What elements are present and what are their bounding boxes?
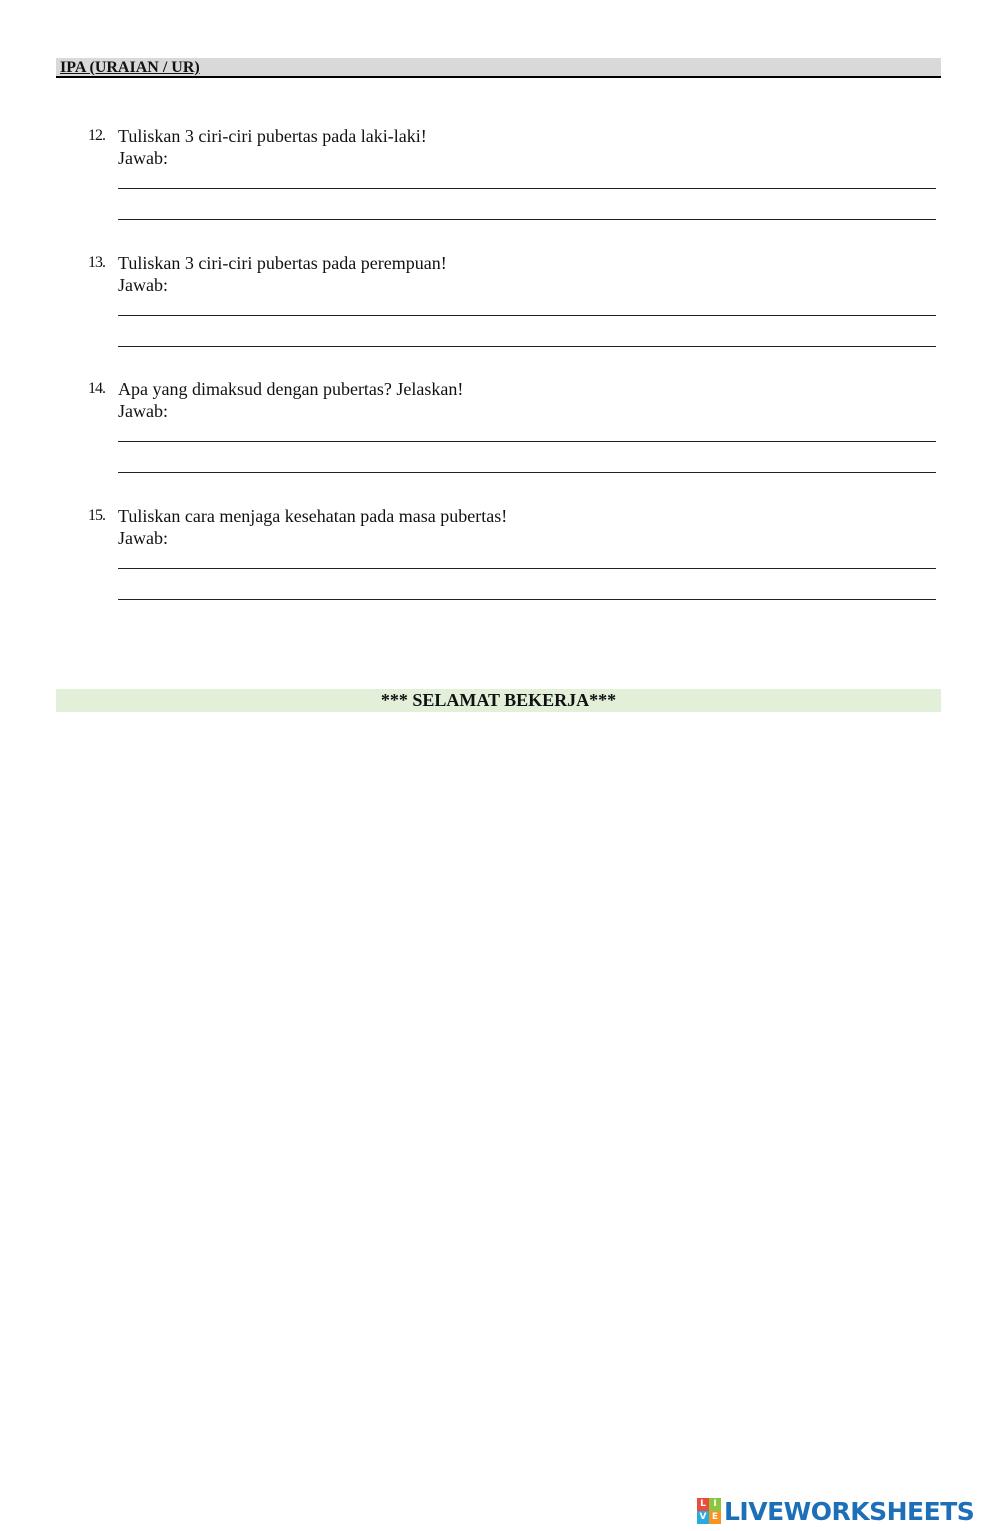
answer-label: Jawab: (118, 528, 168, 548)
question-15 (88, 505, 938, 548)
logo-letter-l: L (697, 1498, 709, 1511)
answer-line-2[interactable] (118, 346, 936, 347)
question-13 (88, 252, 938, 295)
answer-label: Jawab: (118, 275, 168, 295)
answer-line-1[interactable] (118, 441, 936, 442)
answer-line-1[interactable] (118, 188, 936, 189)
question-number: 13. (88, 254, 105, 271)
closing-text: *** SELAMAT BEKERJA*** (380, 690, 617, 710)
answer-line-1[interactable] (118, 315, 936, 316)
logo-letter-e: E (709, 1511, 721, 1524)
answer-line-2[interactable] (118, 599, 936, 600)
section-title: IPA (URAIAN / UR) (60, 59, 200, 76)
answer-line-1[interactable] (118, 568, 936, 569)
logo-letter-v: V (697, 1511, 709, 1524)
question-number: 12. (88, 127, 105, 144)
logo-mark-icon (697, 1498, 721, 1524)
answer-line-2[interactable] (118, 472, 936, 473)
liveworksheets-logo[interactable] (697, 1496, 974, 1526)
question-text: Tuliskan 3 ciri-ciri pubertas pada laki-laki! (118, 126, 427, 146)
answer-label: Jawab: (118, 148, 168, 168)
question-text: Tuliskan cara menjaga kesehatan pada masa pubertas! (118, 506, 508, 526)
question-12 (88, 125, 938, 168)
question-number: 14. (88, 380, 105, 397)
logo-text: LIVEWORKSHEETS (724, 1496, 975, 1526)
question-text: Apa yang dimaksud dengan pubertas? Jelaskan! (118, 379, 464, 399)
logo-letter-i: I (709, 1498, 721, 1511)
question-14 (88, 378, 938, 421)
question-number: 15. (88, 507, 105, 524)
answer-line-2[interactable] (118, 219, 936, 220)
answer-label: Jawab: (118, 401, 168, 421)
closing-banner (56, 689, 941, 712)
section-header (56, 58, 941, 78)
question-text: Tuliskan 3 ciri-ciri pubertas pada perempuan! (118, 253, 447, 273)
